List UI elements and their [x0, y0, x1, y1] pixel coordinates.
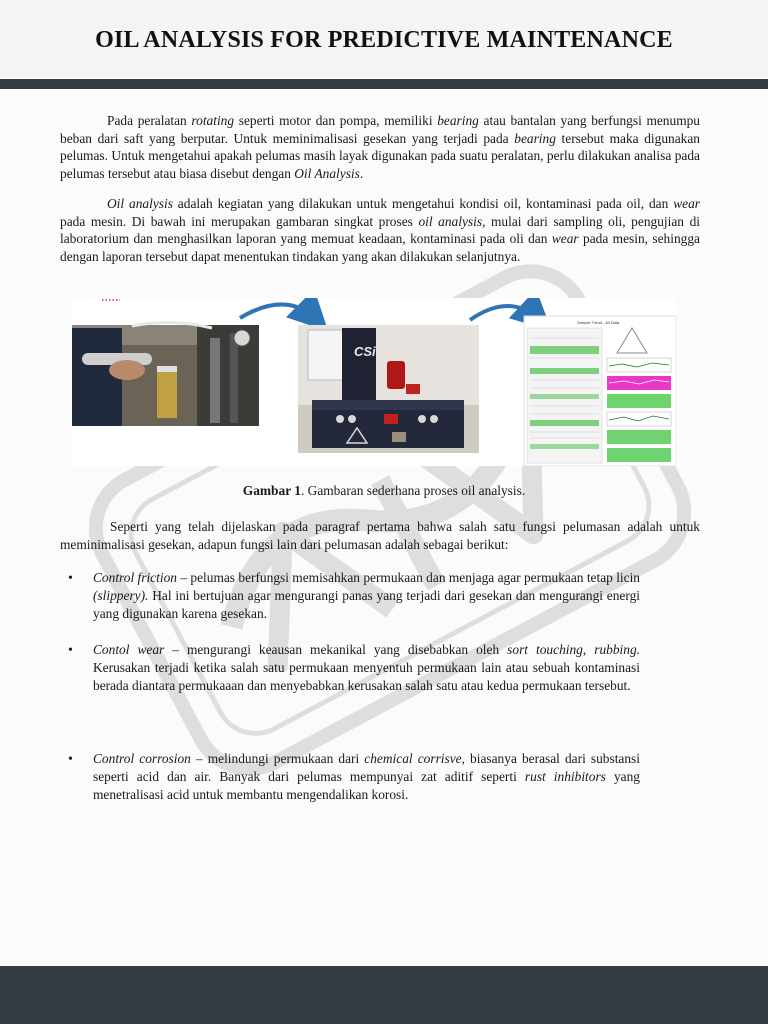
figure-caption — [0, 483, 768, 499]
text-run: – — [190, 751, 208, 766]
italic-term: rubbing. — [594, 642, 640, 657]
italic-term: wear — [673, 196, 700, 211]
italic-term: rotating — [191, 113, 235, 128]
text-run: seperti motor dan pompa, memiliki — [234, 113, 438, 128]
text-run: , mulai dari sampling oli, pengujian di laboratorium dan menghasilkan laporan yang memuat keadaan, kontaminasi pada oli dan — [60, 213, 700, 246]
process-figure — [72, 298, 676, 466]
bullet-marker: • — [68, 571, 73, 586]
italic-term: oil analysis — [418, 213, 483, 229]
text-run: tersebut maka digunakan pelumas. Untuk mengetahui apakah pelumas masih layak digunakan pada suatu peralatan, perlu dilakukan analisa pada pelumas tersebut atau biasa disebut dengan — [60, 130, 700, 181]
text-run: pada mesin, sehingga dengan laporan tersebut dapat menentukan tindakan yang akan dilakukan selanjutnya. — [60, 231, 700, 264]
title-band — [0, 0, 768, 78]
list-item-title: Control corrosion — [93, 751, 191, 766]
oil-sampling-photo — [72, 322, 259, 426]
list-item-title: Contol wear — [93, 642, 165, 657]
list-item — [93, 750, 640, 804]
analyzer-logo: CSi — [354, 344, 376, 359]
italic-term: wear — [551, 231, 579, 246]
report-title: Sample Trend - All Data — [577, 320, 620, 325]
list-item-title: Control friction — [93, 570, 177, 585]
text-run: adalah kegiatan yang dilakukan untuk mengetahui kondisi oil, kontaminasi pada oil, dan — [172, 196, 674, 211]
process-figure-illustration — [72, 298, 676, 466]
paragraph-oil-analysis — [60, 195, 700, 265]
paragraph-functions: Seperti yang telah dijelaskan pada paragraf pertama bahwa salah satu fungsi pelumasan adalah untuk meminimalisasi gesekan, adapun fungsi lain dari pelumasan adalah sebagai berikut: — [60, 519, 700, 552]
text-run: – — [164, 642, 187, 657]
italic-term: Oil analysis — [107, 196, 173, 211]
caption-text: . Gambaran sederhana proses oil analysis. — [300, 483, 526, 498]
italic-term: bearing — [437, 113, 479, 128]
footer-band — [0, 966, 768, 1024]
italic-term: bearing — [514, 130, 556, 146]
bullet-marker: • — [68, 752, 73, 767]
page-title: OIL ANALYSIS FOR PREDICTIVE MAINTENANCE — [95, 27, 673, 53]
lab-analyzer-photo — [298, 325, 479, 453]
text-run: Hal ini bertujuan agar mengurangi panas yang terjadi dari gesekan dan mengurangi energi yang digunakan karena gesekan. — [93, 588, 640, 621]
text-run: pada mesin. Di bawah ini merupakan gambaran singkat proses — [60, 213, 419, 229]
text-run: atau bantalan yang berfungsi menumpu beban dari saft yang berputar. Untuk meminimalisasi gesekan yang terjadi pada — [60, 113, 701, 146]
italic-term: sort touching — [507, 642, 583, 657]
text-run: melindungi permukaan dari — [207, 751, 365, 766]
text-run: mengurangi keausan mekanikal yang disebabkan oleh — [186, 642, 508, 657]
text-run: . — [359, 165, 364, 181]
analysis-report-thumbnail — [524, 316, 676, 466]
text-run: yang menetralisasi acid untuk membantu mengendalikan korosi. — [93, 769, 640, 802]
list-item — [93, 569, 640, 623]
bullet-marker: • — [68, 643, 73, 658]
caption-label: Gambar 1 — [242, 483, 301, 498]
text-run: Kerusakan terjadi ketika salah satu permukaan menyentuh permukaan lain atau sebuah kontaminasi berada diantara permukaaan dan menyebabkan kerusakan salah satu atau kedua permukaan tersebut. — [93, 660, 640, 693]
text-run: , — [582, 642, 595, 657]
italic-term: Oil Analysis — [294, 165, 360, 181]
text-run: , biasanya berasal dari substansi seperti acid dan air. Banyak dari pelumas mempunyai zat aditif seperti — [93, 751, 640, 784]
text-run: pelumas berfungsi memisahkan permukaan dan menjaga agar permukaan tetap licin — [190, 570, 641, 585]
paragraph-intro — [60, 112, 700, 182]
italic-term: rust inhibitors — [524, 769, 606, 784]
text-run: Pada peralatan — [107, 113, 192, 128]
list-item — [93, 641, 640, 695]
italic-term: chemical corrisve — [364, 751, 462, 766]
italic-term: (slippery). — [93, 588, 149, 603]
text-run: – — [176, 570, 191, 585]
title-rule — [0, 79, 768, 89]
